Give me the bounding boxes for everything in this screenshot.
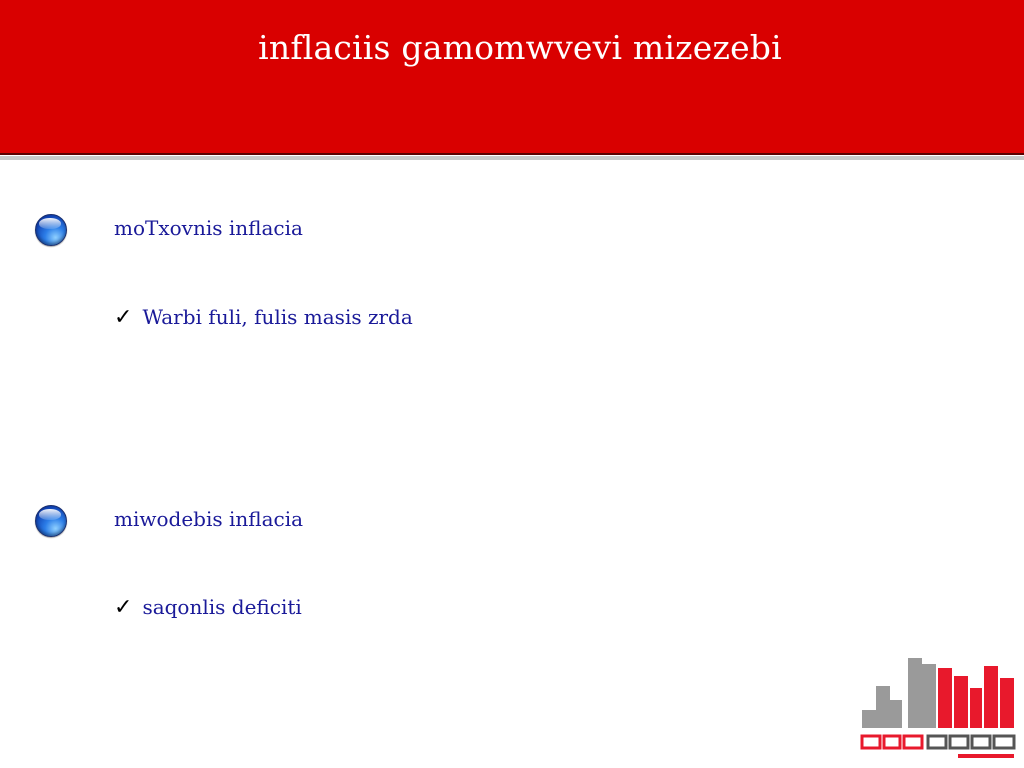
slide-title: inflaciis gamomwvevi mizezebi [258, 28, 782, 67]
checklist-item [114, 595, 302, 620]
bullet-label: miwodebis inflacia [114, 507, 304, 531]
checklist-text: Warbi fuli, fulis masis zrda [142, 305, 413, 329]
header-band [0, 0, 1024, 155]
blue-orb-icon [35, 505, 67, 537]
checklist-text: saqonlis deficiti [142, 595, 302, 619]
checklist-item [114, 305, 413, 330]
bullet-label: moTxovnis inflacia [114, 216, 303, 240]
checkmark-icon: ✓ [114, 305, 133, 330]
checkmark-icon: ✓ [114, 595, 133, 620]
city-skyline-logo [858, 654, 1020, 764]
blue-orb-icon [35, 214, 67, 246]
